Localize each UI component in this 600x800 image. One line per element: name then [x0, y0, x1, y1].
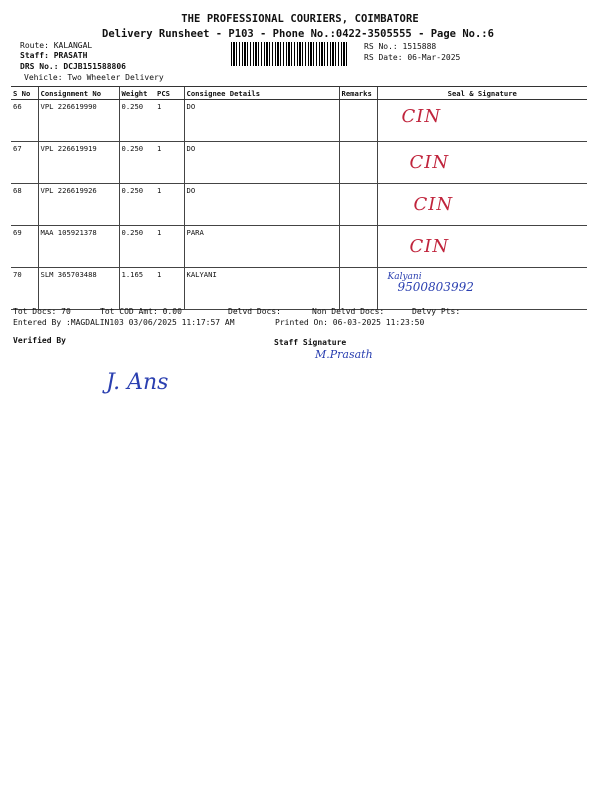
seal-handwriting-name: Kalyani [387, 272, 422, 282]
non-delvd-docs: Non Delvd Docs: [312, 307, 385, 316]
cell-consignee: DO [184, 100, 339, 142]
col-seal: Seal & Signature [377, 87, 587, 100]
delvy-pts: Delvy Pts: [412, 307, 461, 316]
cell-pcs: 1 [155, 226, 184, 268]
seal-handwriting: CIN [409, 236, 450, 257]
cell-pcs: 1 [155, 268, 184, 310]
staff-label: Staff: PRASATH [20, 51, 88, 60]
staff-signature-handwriting: M.Prasath [315, 348, 373, 361]
document-title: THE PROFESSIONAL COURIERS, COIMBATORE [181, 13, 419, 25]
table-row [11, 100, 587, 142]
cell-pcs: 1 [155, 100, 184, 142]
vehicle-label: Vehicle: Two Wheeler Delivery [24, 73, 164, 82]
cell-weight: 0.250 [119, 184, 155, 226]
cell-consignee: PARA [184, 226, 339, 268]
rs-number: RS No.: 1515888 [364, 42, 437, 51]
col-remarks: Remarks [339, 87, 377, 100]
cell-remarks [339, 226, 377, 268]
cell-consignment: VPL 226619926 [38, 184, 119, 226]
table-header-row [11, 87, 587, 100]
cell-sno: 68 [11, 184, 38, 226]
cell-seal [377, 100, 587, 142]
barcode-icon [231, 42, 349, 66]
cell-pcs: 1 [155, 184, 184, 226]
cell-seal [377, 184, 587, 226]
printed-on: Printed On: 06-03-2025 11:23:50 [275, 318, 425, 327]
cell-pcs: 1 [155, 142, 184, 184]
cell-weight: 0.250 [119, 226, 155, 268]
rs-date: RS Date: 06-Mar-2025 [364, 53, 461, 62]
tot-cod-amt: Tot COD Amt: 0.00 [100, 307, 182, 316]
cell-consignment: VPL 226619919 [38, 142, 119, 184]
verified-signature-handwriting: J. Ans [106, 370, 169, 395]
tot-docs: Tot Docs: 70 [13, 307, 71, 316]
cell-consignee: DO [184, 142, 339, 184]
table-row [11, 268, 587, 310]
cell-consignment: MAA 105921378 [38, 226, 119, 268]
cell-consignee: KALYANI [184, 268, 339, 310]
cell-sno: 66 [11, 100, 38, 142]
delvd-docs: Delvd Docs: [228, 307, 281, 316]
drs-number: DRS No.: DCJB151588806 [20, 62, 126, 71]
runsheet-table [11, 86, 587, 310]
cell-weight: 1.165 [119, 268, 155, 310]
seal-handwriting: CIN [409, 152, 450, 173]
col-sno: S No [11, 87, 38, 100]
route-label: Route: KALANGAL [20, 41, 93, 50]
cell-seal [377, 142, 587, 184]
table-row [11, 184, 587, 226]
seal-handwriting-phone: 9500803992 [397, 280, 474, 294]
table-row [11, 226, 587, 268]
cell-remarks [339, 268, 377, 310]
cell-weight: 0.250 [119, 100, 155, 142]
cell-weight: 0.250 [119, 142, 155, 184]
seal-handwriting: CIN [413, 194, 454, 215]
staff-signature-label: Staff Signature [274, 338, 347, 347]
col-pcs: PCS [155, 87, 184, 100]
cell-consignee: DO [184, 184, 339, 226]
cell-remarks [339, 142, 377, 184]
table-row [11, 142, 587, 184]
document-subtitle: Delivery Runsheet - P103 - Phone No.:0422-3505555 - Page No.:6 [102, 28, 494, 40]
cell-seal [377, 226, 587, 268]
col-consignee: Consignee Details [184, 87, 339, 100]
cell-seal [377, 268, 587, 310]
cell-consignment: VPL 226619990 [38, 100, 119, 142]
seal-handwriting: CIN [401, 106, 442, 127]
cell-remarks [339, 100, 377, 142]
cell-remarks [339, 184, 377, 226]
verified-by-label: Verified By [13, 336, 66, 345]
cell-sno: 69 [11, 226, 38, 268]
col-consignment: Consignment No [38, 87, 119, 100]
cell-sno: 70 [11, 268, 38, 310]
entered-by: Entered By :MAGDALIN103 03/06/2025 11:17:57 AM [13, 318, 235, 327]
cell-sno: 67 [11, 142, 38, 184]
cell-consignment: SLM 365703488 [38, 268, 119, 310]
col-weight: Weight [119, 87, 155, 100]
